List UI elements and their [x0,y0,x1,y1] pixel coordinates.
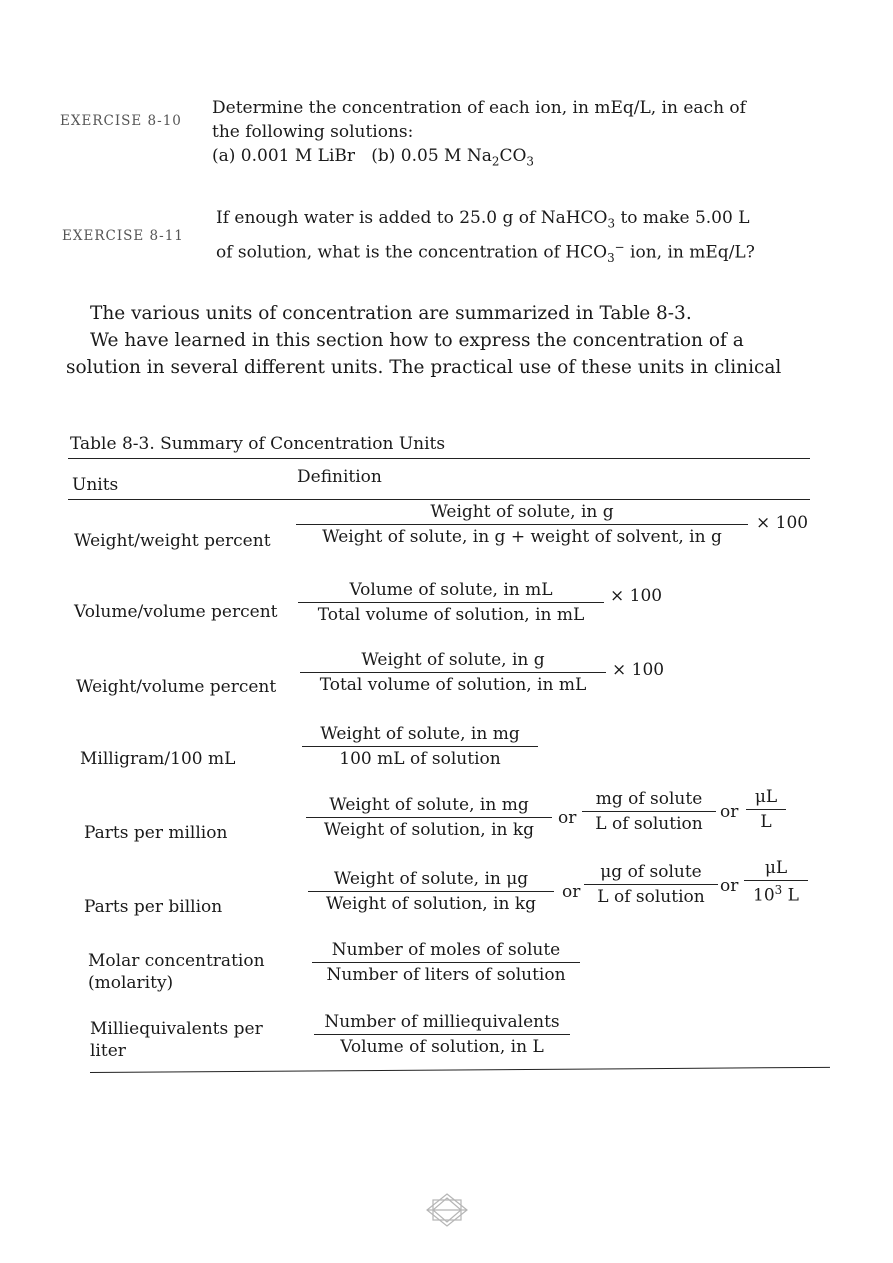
fraction-numerator: Volume of solute, in mL [298,580,604,603]
multiplier: × 100 [612,660,665,680]
exercise-8-11 [216,206,755,270]
fraction-numerator: μL [744,858,808,881]
exercise-part-b: (b) 0.05 M $Na_2CO_3$ [371,146,534,169]
definition-fraction [744,858,808,906]
column-header-units: Units [72,475,119,495]
multiplier: × 100 [610,586,663,606]
table-row-unit: Weight/weight percent [74,531,271,551]
column-header-definition: Definition [297,467,382,487]
unit-line: (molarity) [88,973,174,993]
fraction-denominator: Weight of solute, in g + weight of solvent, in g [322,527,722,547]
fraction-numerator: Weight of solute, in μg [308,869,554,892]
unit-line: liter [90,1041,126,1061]
fraction-denominator: L [760,812,772,832]
paragraph-line: The various units of concentration are summarized in Table 8-3. [90,303,692,324]
fraction-denominator: Total volume of solution, in mL [319,675,587,695]
table-top-rule [68,458,810,459]
fraction-numerator: mg of solute [582,789,716,812]
definition-fraction [302,724,538,769]
fraction-numerator: μg of solute [584,862,718,885]
exercise-line: If enough water is added to 25.0 g of NaHCO$_3$ to make 5.00 L [216,208,750,231]
body-paragraph [66,300,786,381]
exercise-line: the following solutions: [212,122,414,142]
table-header-rule [68,499,810,500]
definition-fraction [314,1012,570,1057]
fraction-numerator: Weight of solute, in g [296,502,748,525]
paragraph-line: solution in several different units. The practical use of these units in clinical [66,357,782,378]
fraction-denominator: $10^3$ L [753,883,799,906]
exercise-line: Determine the concentration of each ion, in mEq/L, in each of [212,98,746,118]
table-row-unit: Milligram/100 mL [80,749,236,769]
exercise-label: EXERCISE 8-10 [60,113,182,129]
multiplier: × 100 [756,513,809,533]
paragraph-line: We have learned in this section how to express the concentration of a [90,330,744,351]
fraction-numerator: Number of moles of solute [312,940,580,963]
table-row-unit: Parts per billion [84,897,223,917]
exercise-part-a: (a) 0.001 M LiBr [212,146,356,166]
ornament-icon [423,1192,471,1228]
table-row-unit: Weight/volume percent [76,677,277,697]
table-row-unit: Volume/volume percent [74,602,278,622]
definition-fraction [298,580,604,625]
fraction-denominator: L of solution [595,814,703,834]
table-caption: Table 8-3. Summary of Concentration Units [70,434,446,454]
exercise-line [212,144,746,173]
fraction-denominator: Volume of solution, in L [340,1037,544,1057]
table-row-unit [88,950,265,994]
table-bottom-rule [90,1067,830,1073]
fraction-denominator: Total volume of solution, in mL [317,605,585,625]
definition-fraction [312,940,580,985]
or-text: or [558,808,577,828]
table-row-unit [90,1018,263,1062]
or-text: or [720,802,739,822]
fraction-denominator: L of solution [597,887,705,907]
fraction-numerator: Weight of solute, in g [300,650,606,673]
exercise-line: of solution, what is the concentration of $HCO_3^-$ ion, in mEq/L? [216,240,755,266]
definition-fraction [308,869,554,914]
fraction-denominator: Weight of solution, in kg [323,820,535,840]
fraction-numerator: μL [746,787,786,810]
definition-fraction [582,789,716,834]
fraction-denominator: Number of liters of solution [326,965,566,985]
definition-fraction [584,862,718,907]
exercise-8-10 [212,96,746,173]
fraction-denominator: Weight of solution, in kg [325,894,537,914]
fraction-numerator: Weight of solute, in mg [302,724,538,747]
definition-fraction [746,787,786,832]
definition-fraction [306,795,552,840]
fraction-numerator: Number of milliequivalents [314,1012,570,1035]
definition-fraction [300,650,606,695]
table-row-unit: Parts per million [84,823,228,843]
unit-line: Molar concentration [88,951,265,971]
exercise-label: EXERCISE 8-11 [62,228,184,244]
fraction-denominator: 100 mL of solution [339,749,501,769]
or-text: or [720,876,739,896]
fraction-numerator: Weight of solute, in mg [306,795,552,818]
unit-line: Milliequivalents per [90,1019,263,1039]
or-text: or [562,882,581,902]
definition-fraction [296,502,748,547]
